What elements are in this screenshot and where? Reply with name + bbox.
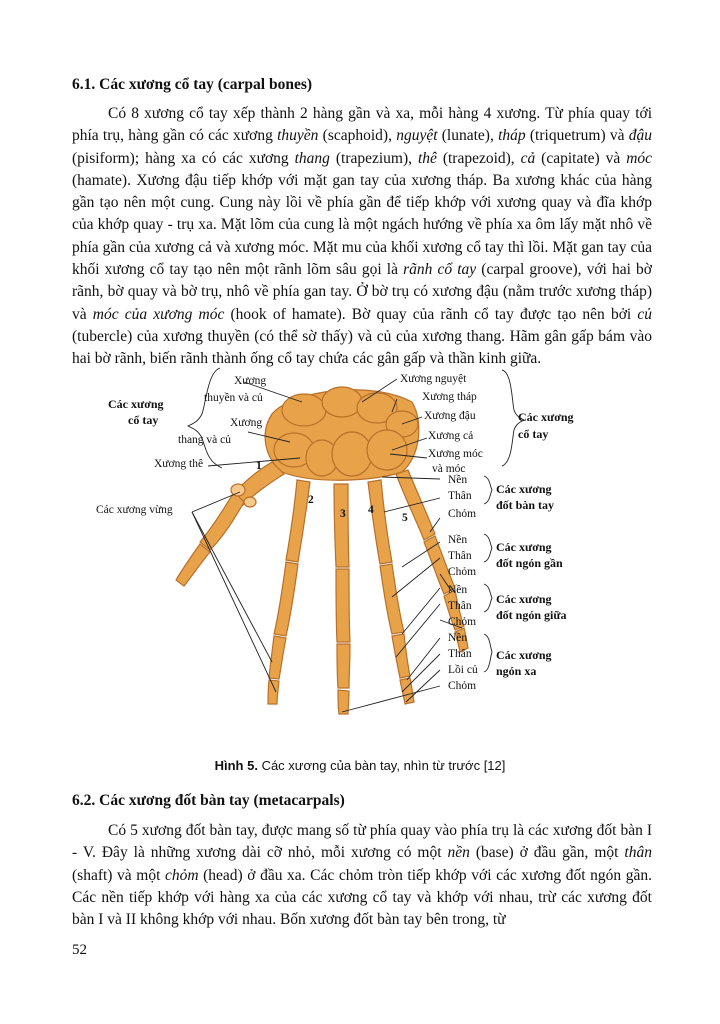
label-xuong-dau: Xương đậu	[424, 410, 476, 422]
finger-number-2: 2	[308, 494, 314, 506]
label-xuong-moc-line2: và móc	[432, 463, 466, 475]
label-xuong-thang-line2: thang và củ	[178, 434, 232, 446]
label-xuong-thuyen-line1: Xương	[234, 375, 267, 387]
label-middle-than: Thân	[448, 600, 472, 612]
finger-number-3: 3	[340, 508, 346, 520]
group-co-tay-right-line2: cổ tay	[518, 427, 549, 441]
label-proximal-nen: Nền	[448, 534, 468, 546]
label-cac-xuong-vung: Các xương vừng	[96, 504, 173, 516]
finger-number-4: 4	[368, 504, 374, 516]
group-ngon-gan-line2: đốt ngón gần	[496, 556, 563, 570]
label-middle-nen: Nền	[448, 584, 468, 596]
label-distal-loi-cu: Lồi củ	[448, 664, 478, 676]
section-6-1-heading: 6.1. Các xương cổ tay (carpal bones)	[72, 76, 313, 93]
metacarpal-4	[368, 480, 392, 564]
group-co-tay-left-line2: cổ tay	[128, 413, 159, 427]
group-ngon-giua-line1: Các xương	[496, 592, 552, 606]
group-ngon-xa-line2: ngón xa	[496, 664, 537, 678]
label-distal-chom: Chỏm	[448, 680, 477, 692]
hand-bones-figure	[72, 362, 652, 754]
label-xuong-ca: Xương cả	[428, 430, 474, 442]
label-xuong-thuyen-line2: thuyền và củ	[204, 392, 263, 404]
group-ngon-xa-line1: Các xương	[496, 648, 552, 662]
finger-number-5: 5	[402, 512, 408, 524]
label-xuong-thang-line1: Xương	[230, 417, 263, 429]
label-middle-chom: Chỏm	[448, 616, 477, 628]
metacarpal-3	[334, 484, 349, 567]
section-6-2-heading: 6.2. Các xương đốt bàn tay (metacarpals)	[72, 792, 345, 809]
label-xuong-the: Xương thê	[154, 458, 204, 470]
label-metacarpal-than: Thân	[448, 490, 472, 502]
label-distal-nen: Nền	[448, 632, 468, 644]
label-xuong-nguyet: Xương nguyệt	[400, 373, 467, 385]
group-ngon-gan-line1: Các xương	[496, 540, 552, 554]
label-proximal-chom: Chỏm	[448, 566, 477, 578]
label-metacarpal-nen: Nền	[448, 474, 468, 486]
group-ngon-giua-line2: đốt ngón giữa	[496, 608, 567, 622]
page-number: 52	[72, 942, 87, 958]
label-xuong-moc-line1: Xương móc	[428, 448, 483, 460]
metacarpal-5	[396, 470, 435, 540]
group-dot-ban-tay-line2: đốt bàn tay	[496, 498, 555, 512]
metacarpal-2	[286, 480, 310, 562]
paragraph-metacarpals: Có 5 xương đốt bàn tay, được mang số từ phía quay vào phía trụ là các xương đốt bàn I - V. Đây là những xương dài cỡ nhỏ, mỗi xương có một nền (base) ở đầu gần, một thân (shaft) và một chỏm (head) ở đầu xa. Các chỏm tròn tiếp khớp với các xương đốt ngón gần. Các nền tiếp khớp với hàng xa của các xương cổ tay và khớp với nhau, trừ các xương đốt bàn I và II không khớp với nhau. Bốn xương đốt bàn tay bên trong, từ	[72, 822, 653, 929]
group-dot-ban-tay-line1: Các xương	[496, 482, 552, 496]
label-distal-than: Thân	[448, 648, 472, 660]
group-co-tay-left-line1: Các xương	[108, 397, 164, 411]
label-proximal-than: Thân	[448, 550, 472, 562]
group-co-tay-right-line1: Các xương	[518, 410, 574, 424]
label-xuong-thap: Xương tháp	[422, 391, 477, 403]
paragraph-carpal-bones: Có 8 xương cổ tay xếp thành 2 hàng gần và xa, mỗi hàng 4 xương. Từ phía quay tới phía trụ, hàng gần có các xương thuyền (scaphoid), nguyệt (lunate), tháp (triquetrum) và đậu (pisiform); hàng xa có các xương thang (trapezium), thê (trapezoid), cả (capitate) và móc (hamate). Xương đậu tiếp khớp với mặt gan tay của xương tháp. Ba xương khác của hàng gần tạo nên một cung. Cung này lồi về phía gần để tiếp khớp với xương quay và đĩa khớp của khớp quay - trụ xa. Mặt lõm của cung là một ngách hướng về phía xa ôm lấy mặt nhô về phía gần của xương cả và xương móc. Mặt mu của khối xương cổ tay thì lồi. Mặt gan tay của khối xương cổ tay tạo nên một rãnh lõm sâu gọi là rãnh cổ tay (carpal groove), với hai bờ rãnh, bờ quay và bờ trụ, nhô về phía gan tay. Ở bờ trụ có xương đậu (nằm trước xương tháp) và móc của xương móc (hook of hamate). Bờ quay của rãnh cổ tay được tạo nên bởi củ (tubercle) của xương thuyền (có thể sờ thấy) và củ của xương thang. Hãm gân gấp bám vào hai bờ rãnh, biến rãnh thành ống cổ tay chứa các gân gấp và thần kinh giữa.	[72, 105, 653, 368]
figure-caption: Hình 5. Các xương của bàn tay, nhìn từ trước [12]	[214, 758, 506, 773]
label-metacarpal-chom: Chỏm	[448, 508, 477, 520]
finger-number-1: 1	[256, 460, 262, 472]
